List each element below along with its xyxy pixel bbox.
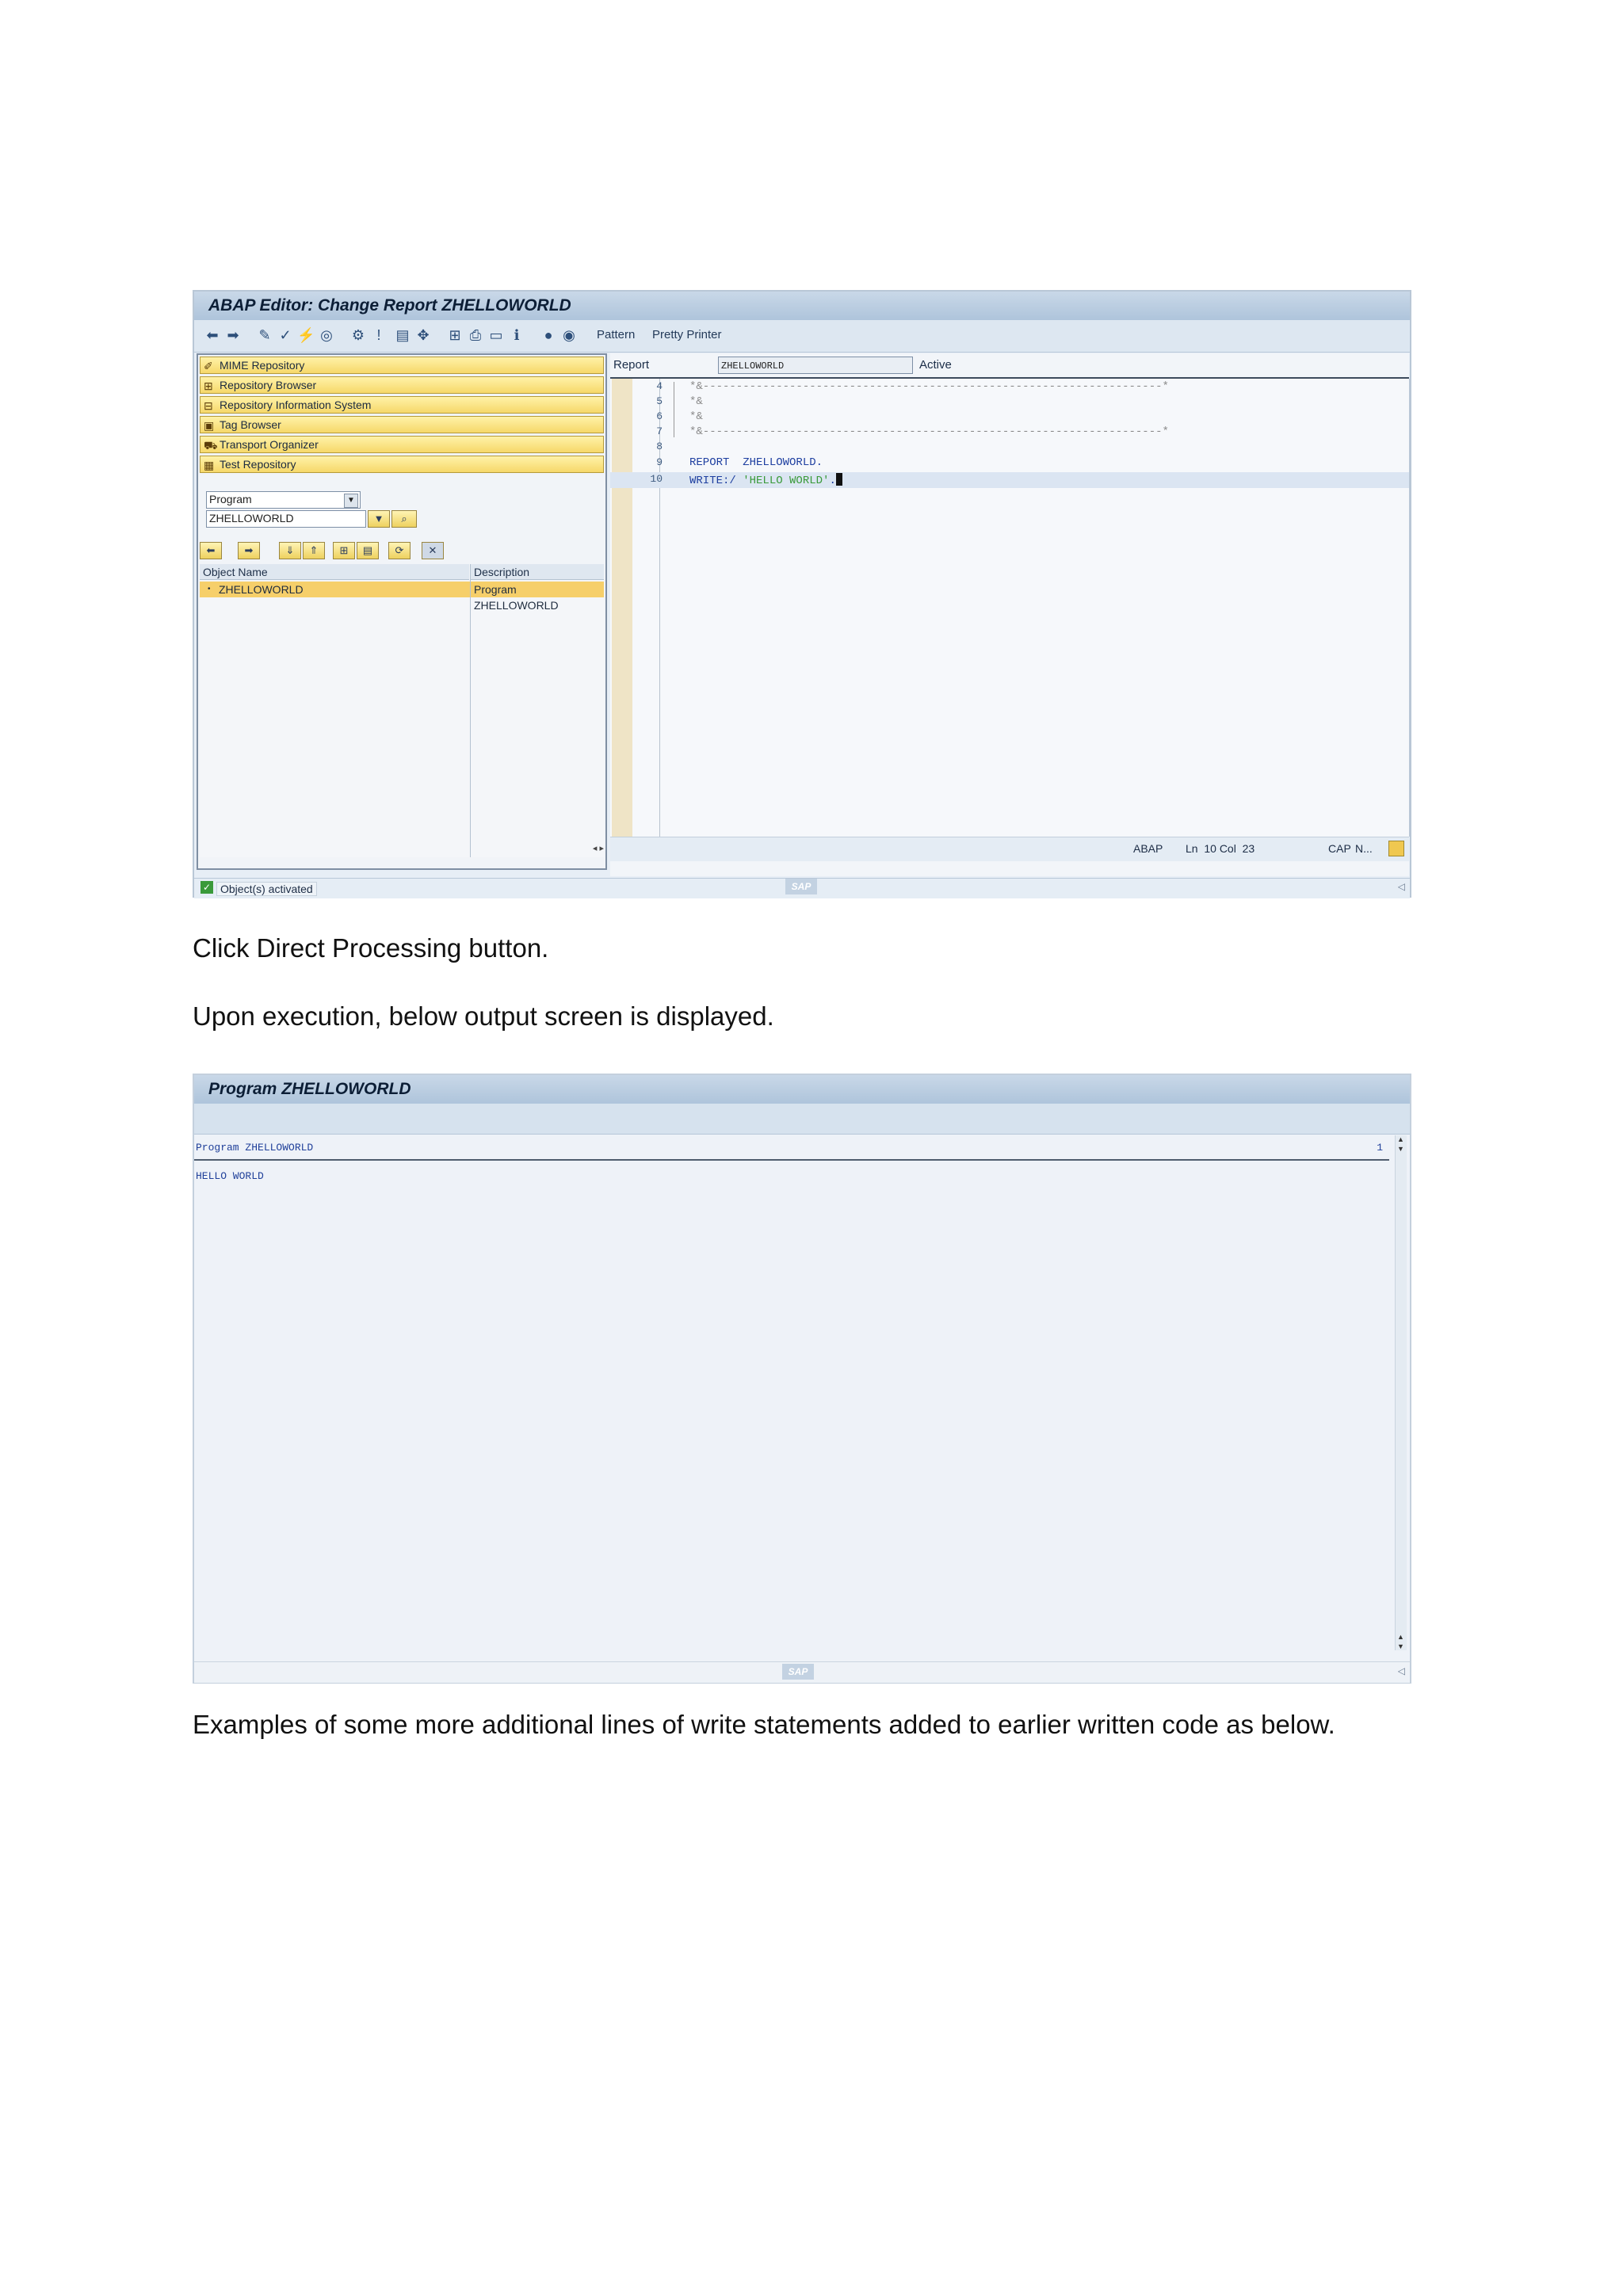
tree-row-name: ZHELLOWORLD [219,583,304,596]
cursor-position: Ln 10 Col 23 [1186,842,1255,855]
description-column-header: Description [471,564,604,580]
navigation-icon[interactable]: ✥ [417,327,430,343]
sap-logo-icon: SAP [785,879,817,894]
line-number: 8 [656,441,663,452]
refresh-icon[interactable]: ⟳ [388,542,411,559]
nav-label: Repository Information System [220,399,372,411]
column-divider [470,564,471,857]
vertical-scrollbar[interactable] [1395,1135,1407,1650]
line-number: 7 [656,425,663,437]
caps-indicator: CAP [1328,842,1351,855]
output-line: HELLO WORLD [196,1170,264,1182]
text-cursor [836,473,842,486]
hierarchy-icon[interactable]: ⊞ [449,327,461,343]
status-bar-toggle-icon[interactable]: ◁ [1397,881,1405,892]
object-type-select[interactable] [206,491,361,509]
window-title: ABAP Editor: Change Report ZHELLOWORLD [208,296,571,315]
forward-arrow-icon[interactable]: ➡ [227,327,239,343]
repository-browser-button[interactable] [200,376,604,394]
pattern-button[interactable]: Pattern [597,328,636,341]
info-icon[interactable]: ! [376,327,381,343]
object-navigator-pane [197,353,607,870]
scroll-up-icon[interactable]: ▲ [1397,1135,1404,1143]
nav-label: Transport Organizer [220,438,319,451]
external-breakpoint-icon[interactable]: ◉ [563,327,575,343]
execution-text: Upon execution, below output screen is displayed. [193,1001,774,1031]
status-bar-toggle-icon[interactable]: ◁ [1397,1665,1405,1676]
bullet-icon: • [208,585,211,593]
abap-editor-screenshot [193,290,1411,898]
application-toolbar [194,320,1410,353]
line-number: 5 [656,395,663,407]
success-check-icon: ✓ [200,881,213,894]
info-system-icon: ⊟ [204,399,213,412]
tree-icon[interactable]: ⊞ [333,542,355,559]
mime-repository-button[interactable] [200,357,604,374]
object-name-value: ZHELLOWORLD [209,512,294,524]
fold-bracket [674,382,675,437]
pretty-printer-button[interactable]: Pretty Printer [652,328,722,341]
code-terminator: . [829,475,836,487]
sap-status-bar [194,1661,1410,1683]
report-label: Report [613,358,650,372]
code-line: REPORT ZHELLOWORLD. [689,456,823,469]
num-indicator: N... [1355,842,1373,855]
horizontal-scrollbar[interactable]: ◂ ▸ [592,844,604,853]
window-icon[interactable]: ▭ [489,327,503,343]
breakpoint-icon[interactable]: ● [544,327,553,343]
code-string: 'HELLO WORLD' [743,475,830,487]
list-icon[interactable]: ▤ [357,542,379,559]
help-info-icon[interactable]: ℹ [514,327,520,343]
display-glasses-icon[interactable]: ⌕ [391,510,417,528]
report-name-field [718,357,913,374]
line-number: 4 [656,380,663,392]
object-name-input[interactable] [206,510,366,528]
tree-row[interactable] [200,582,604,612]
nav-label: Test Repository [220,458,296,471]
code-line: *& [689,395,703,408]
activate-icon[interactable]: ⚡ [297,327,315,343]
settings-icon[interactable] [1388,841,1404,856]
display-object-list-icon[interactable]: ▤ [395,327,410,343]
edit-pencil-icon[interactable]: ✎ [258,327,271,343]
code-area[interactable] [610,379,1411,837]
editor-status-bar [610,837,1409,861]
application-toolbar [194,1104,1410,1135]
test-icon: ▦ [204,459,215,471]
mime-icon: ✐ [204,360,213,372]
line-number: 9 [656,456,663,468]
code-editor-pane [610,353,1409,876]
window-titlebar [194,292,1410,321]
object-name-column-header: Object Name [200,564,469,580]
object-tree [200,564,604,857]
test-icon[interactable]: ◎ [320,327,333,343]
check-icon[interactable]: ✓ [279,327,292,343]
program-output-screenshot [193,1074,1411,1684]
collapse-icon[interactable]: ⇑ [303,542,325,559]
page-number: 1 [1377,1142,1383,1154]
scroll-up-icon[interactable]: ▲ [1397,1633,1404,1641]
code-keyword: WRITE:/ [689,475,743,487]
transport-organizer-button[interactable] [200,436,604,453]
close-icon[interactable]: ✕ [422,542,444,559]
status-message[interactable]: Object(s) activated [216,882,317,896]
instruction-text: Click Direct Processing button. [193,933,549,963]
language-indicator: ABAP [1133,842,1163,855]
truck-icon: ⛟ [204,439,218,452]
sap-logo-icon: SAP [782,1664,814,1680]
tag-browser-button[interactable] [200,416,604,433]
sap-status-bar [194,878,1410,898]
list-header [194,1138,1389,1161]
expand-icon[interactable]: ⇓ [279,542,301,559]
status-active-label: Active [919,358,952,372]
back-icon[interactable]: ⬅ [200,542,222,559]
code-line: *&---------------------------------------------------------------------* [689,425,1169,438]
object-type-value: Program [209,493,252,505]
nav-label: Repository Browser [220,379,317,391]
line-number: 10 [650,473,663,485]
scroll-down-icon[interactable]: ▼ [1397,1145,1404,1153]
nav-label: MIME Repository [220,359,305,372]
window-title: Program ZHELLOWORLD [208,1080,411,1098]
nav-label: Tag Browser [220,418,281,431]
tree-row-desc: Program ZHELLOWORLD [474,583,559,612]
list-header-title: Program ZHELLOWORLD [196,1142,314,1154]
chevron-down-icon[interactable]: ▼ [344,494,358,508]
where-used-icon[interactable]: ⚙ [351,327,365,343]
tag-icon: ▣ [204,419,215,432]
repository-information-system-button[interactable] [200,396,604,414]
print-icon[interactable]: ⎙ [469,327,482,343]
scroll-down-icon[interactable]: ▼ [1397,1642,1404,1650]
test-repository-button[interactable] [200,456,604,473]
code-line-write [689,473,842,487]
code-line: *& [689,410,703,423]
report-name-value: ZHELLOWORLD [721,360,785,372]
forward-icon[interactable]: ➡ [238,542,260,559]
window-titlebar [194,1075,1410,1104]
code-line: *&---------------------------------------------------------------------* [689,380,1169,393]
dropdown-button[interactable]: ▼ [368,510,390,528]
back-arrow-icon[interactable]: ⬅ [206,327,219,343]
examples-text: Examples of some more additional lines of write statements added to earlier written code as below. [193,1710,1335,1739]
editor-margin [612,379,632,837]
line-number: 6 [656,410,663,422]
hierarchy-icon: ⊞ [204,379,213,392]
